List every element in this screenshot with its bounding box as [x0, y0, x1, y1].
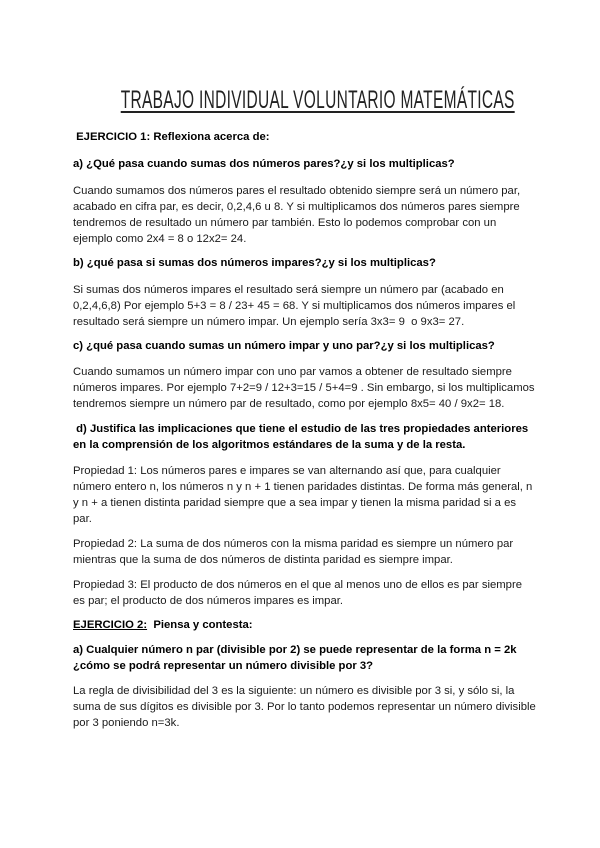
- property-2-line: mientras que la suma de dos números de distinta paridad es siempre impar.: [73, 554, 453, 566]
- question-b: b) ¿qué pasa si sumas dos números impares?¿y si los multiplicas?: [73, 257, 436, 269]
- property-3-line: Propiedad 3: El producto de dos números en el que al menos uno de ellos es par siempre: [73, 579, 523, 591]
- document-title: [0, 86, 600, 115]
- property-1-line: y n + a tienen distinta paridad siempre que a sea impar y tienen la misma paridad si a es: [73, 497, 517, 509]
- answer-c-line: tendremos siempre un número par de resultado, como por ejemplo 8x5= 40 / 9x2= 18.: [73, 398, 505, 410]
- answer-a-line: acabado en cifra par, es decir, 0,2,4,6 u 8. Y si multiplicamos dos números pares siempre: [73, 201, 520, 213]
- answer-2a-line: por 3 poniendo n=3k.: [73, 717, 180, 729]
- property-1-line: Propiedad 1: Los números pares e impares se van alternando así que, para cualquier: [73, 465, 501, 477]
- property-2-line: Propiedad 2: La suma de dos números con la misma paridad es siempre un número par: [73, 538, 514, 550]
- question-c: c) ¿qué pasa cuando sumas un número impar y uno par?¿y si los multiplicas?: [73, 340, 495, 352]
- question-d: en la comprensión de los algoritmos estándares de la suma y de la resta.: [73, 439, 466, 451]
- answer-b-line: Si sumas dos números impares el resultado será siempre un número par (acabado en: [73, 284, 504, 296]
- question-d: d) Justifica las implicaciones que tiene el estudio de las tres propiedades anteriores: [73, 423, 529, 435]
- question-2a: a) Cualquier número n par (divisible por 2) se puede representar de la forma n = 2k: [73, 644, 517, 656]
- property-1-line: número entero n, los números n y n + 1 tienen paridades distintas. De forma más general, n: [73, 481, 533, 493]
- exercise-2-label: EJERCICIO 2:: [73, 619, 148, 631]
- answer-a-line: Cuando sumamos dos números pares el resultado obtenido siempre será un número par,: [73, 185, 521, 197]
- answer-2a-line: La regla de divisibilidad del 3 es la siguiente: un número es divisible por 3 si, y sólo si, la: [73, 685, 515, 697]
- answer-a-line: ejemplo como 2x4 = 8 o 12x2= 24.: [73, 233, 247, 245]
- question-2a: ¿cómo se podrá representar un número divisible por 3?: [73, 660, 374, 672]
- exercise-2-instruction: Piensa y contesta:: [147, 619, 253, 631]
- answer-c-line: Cuando sumamos un número impar con uno par vamos a obtener de resultado siempre: [73, 366, 512, 378]
- answer-a-line: tendremos de resultado un número par también. Esto lo podemos comprobar con un: [73, 217, 497, 229]
- exercise-2-heading: [73, 618, 253, 632]
- answer-b-line: resultado será siempre un número impar. Un ejemplo sería 3x3= 9 o 9x3= 27.: [73, 316, 465, 328]
- question-a: a) ¿Qué pasa cuando sumas dos números pares?¿y si los multiplicas?: [73, 158, 455, 170]
- answer-2a-line: suma de sus dígitos es divisible por 3. Por lo tanto podemos representar un número divisible: [73, 701, 536, 713]
- property-3-line: es par; el producto de dos números impares es impar.: [73, 595, 344, 607]
- property-1-line: par.: [73, 513, 92, 525]
- answer-c-line: números impares. Por ejemplo 7+2=9 / 12+3=15 / 5+4=9 . Sin embargo, si los multiplicamos: [73, 382, 535, 394]
- exercise-1-heading: EJERCICIO 1: Reflexiona acerca de:: [73, 131, 270, 143]
- title-text: TRABAJO INDIVIDUAL VOLUNTARIO MATEMÁTICAS: [120, 86, 515, 114]
- answer-b-line: 0,2,4,6,8) Por ejemplo 5+3 = 8 / 23+ 45 = 68. Y si multiplicamos dos números impares el: [73, 300, 516, 312]
